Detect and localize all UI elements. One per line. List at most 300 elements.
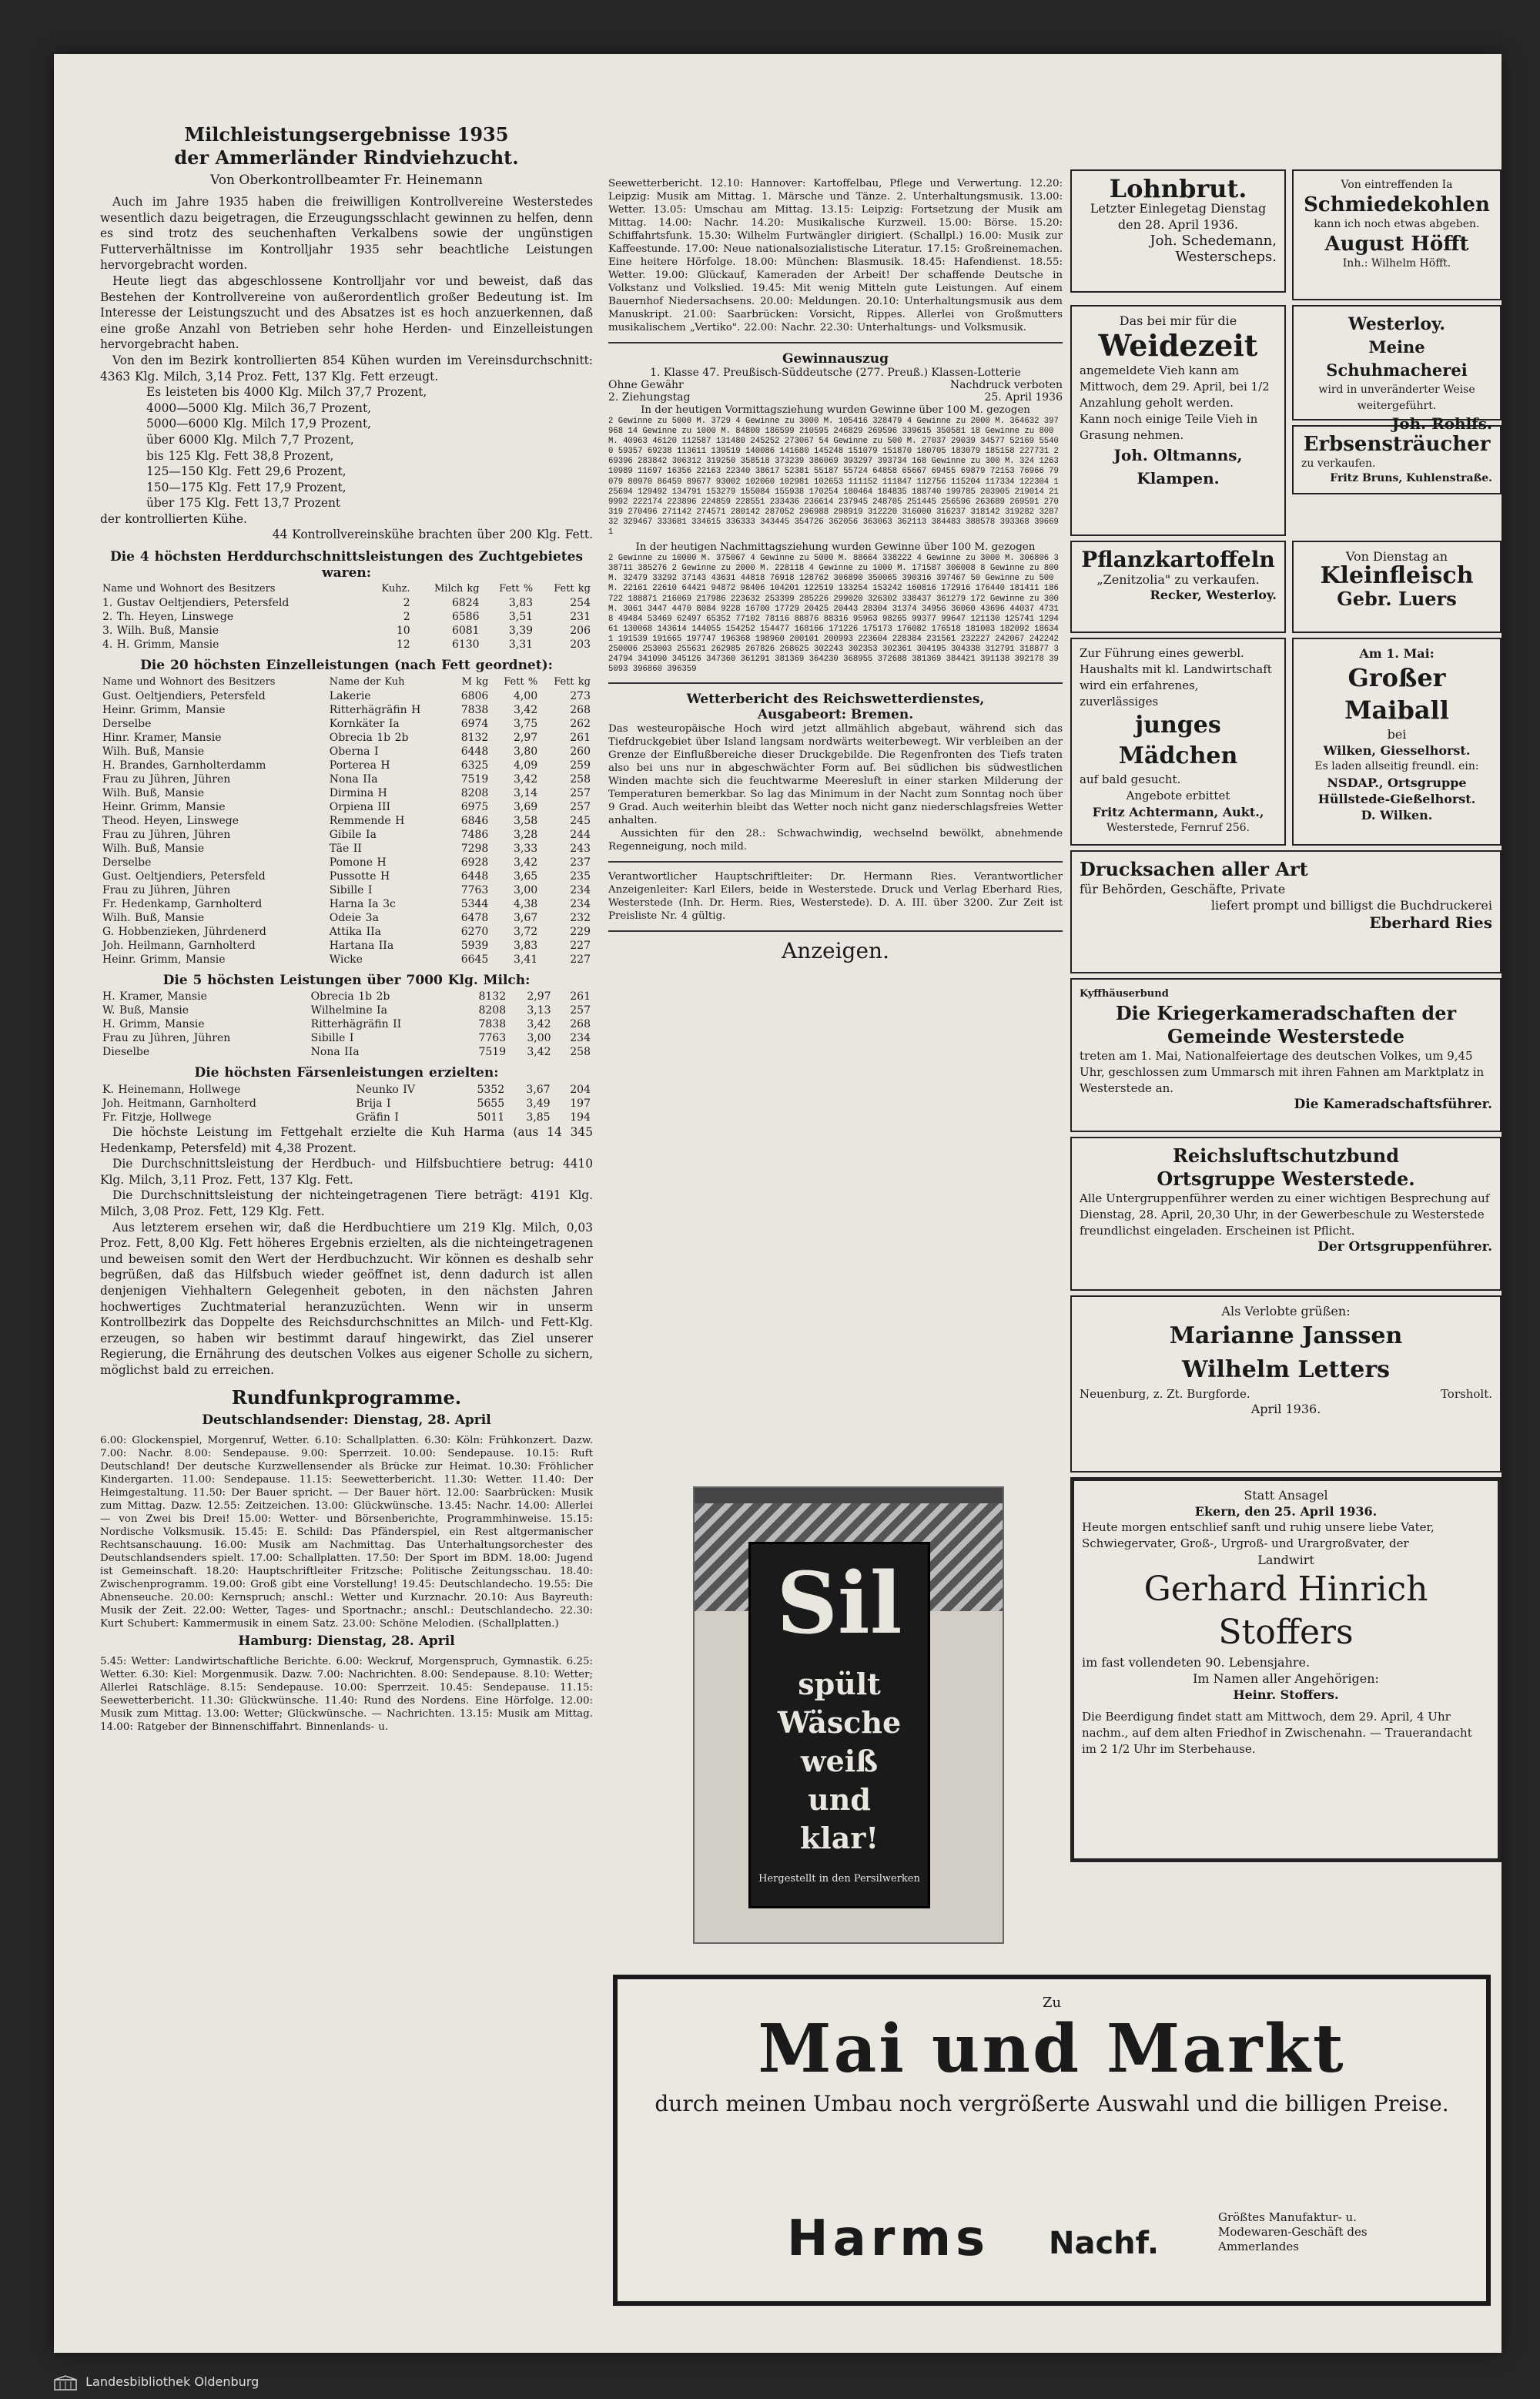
cell: Frau zu Jühren, Jühren bbox=[102, 1032, 231, 1045]
cell: 234 bbox=[570, 1032, 591, 1045]
mai-host: Wilken, Giesselhorst. bbox=[1323, 743, 1471, 758]
cell: 3,00 bbox=[514, 883, 538, 896]
milch-p2: Heute liegt das abgeschlossene Kontrolljahr vor und beweist, daß das Bestehen der Kontrollvereine von außerordentlich großer Bedeutung ist. Im Interesse der Leistungszucht und des Absatzes ist es hoch anzuerkennen, daß eine große Anzahl von Betrieben sehr hohe Herden- und Einzelleistungen hervorgebracht haben. bbox=[100, 273, 593, 352]
table-row bbox=[100, 1031, 593, 1045]
cell: 3,67 bbox=[514, 911, 538, 924]
table-row bbox=[100, 1111, 593, 1124]
tod-beruf: Landwirt bbox=[1257, 1553, 1314, 1567]
cell: 206 bbox=[570, 625, 591, 638]
cell: 194 bbox=[570, 1111, 591, 1124]
leist-line: 5000—6000 Klg. Milch 17,9 Prozent, bbox=[146, 417, 372, 431]
westerloy-title: Westerloy. bbox=[1348, 314, 1445, 334]
mad-sign: Fritz Achtermann, Aukt., bbox=[1092, 805, 1264, 819]
ad-row-4 bbox=[1070, 638, 1502, 850]
cell: 6824 bbox=[451, 597, 480, 610]
cell: Neunko IV bbox=[356, 1084, 415, 1097]
ad-pflanzkartoffeln bbox=[1070, 541, 1286, 633]
gewinn-sub: 1. Klasse 47. Preußisch-Süddeutsche (277. Preuß.) Klassen-Lotterie bbox=[650, 367, 1021, 379]
erbsen-text: zu verkaufen. bbox=[1301, 457, 1376, 470]
th: M kg bbox=[461, 675, 489, 688]
table-row bbox=[100, 1083, 593, 1097]
anzeigen-head: Anzeigen. bbox=[782, 938, 889, 964]
table-row bbox=[100, 596, 593, 610]
table-row bbox=[100, 1003, 593, 1017]
cell: 261 bbox=[570, 731, 591, 744]
rlb-text: Alle Untergruppenführer werden zu einer wichtigen Besprechung auf Dienstag, 28. April, 20,30 Uhr, in der Gewerbeschule zu Westerstede freundlichst eingeladen. Erscheinen ist Pflicht. bbox=[1080, 1191, 1490, 1238]
milch-p7: Aus letzterem ersehen wir, daß die Herdbuchtiere um 219 Klg. Milch, 0,03 Proz. Fett, 8,00 Klg. Fett höheres Ergebnis erzielten, als die nichteingetragenen und beweisen somit den Wert der Herdbuchzucht. Wir können es deshalb sehr begrüßen, daß das Hilfsbuch wieder geöffnet ist, denn dadurch ist allen denjenigen Viehhaltern Gelegenheit geboten, in den nächsten Jahren hochwertiges Zuchtmaterial heranzuzüchten. Wenn wir in unserm Kontrollbezirk das Doppelte des Reichsdurchschnittes an Milch- und Fett-Klg. erzeugen, so haben wir bestimmt darauf hingewirkt, das Ziel unserer Regierung, die Ernährung des deutschen Volkes aus eigener Scholle zu sichern, möglichst bald zu erreichen. bbox=[100, 1220, 593, 1377]
cell: 3,13 bbox=[527, 1004, 551, 1017]
cell: 2. Th. Heyen, Linswege bbox=[102, 611, 234, 624]
top20-table bbox=[100, 675, 593, 967]
cell: 3,69 bbox=[514, 800, 538, 813]
krieg-badge: Kyffhäuserbund bbox=[1080, 988, 1169, 1000]
mai-sign: NSDAP., Ortsgruppe Hüllstede-Gießelhorst. bbox=[1317, 776, 1476, 806]
cell: 257 bbox=[570, 786, 591, 799]
th: Fett kg bbox=[554, 675, 591, 688]
pflanz-sign: Recker, Westerloy. bbox=[1150, 588, 1277, 602]
milch-p3: Von den im Bezirk kontrollierten 854 Kühen wurden im Vereinsdurchschnitt: 4363 Klg. Milch, 3,14 Proz. Fett, 137 Klg. Fett erzeugt. bbox=[100, 353, 593, 384]
cell: Gust. Oeltjendiers, Petersfeld bbox=[102, 869, 266, 883]
top5-table bbox=[100, 990, 593, 1059]
library-footer bbox=[54, 2371, 285, 2394]
cell: 7519 bbox=[478, 1046, 507, 1059]
rlb-sign: Der Ortsgruppenführer. bbox=[1317, 1239, 1492, 1255]
cell: 6806 bbox=[460, 689, 489, 702]
leist-line: über 6000 Klg. Milch 7,7 Prozent, bbox=[146, 432, 354, 447]
mad-text3: Angebote erbittet bbox=[1126, 789, 1230, 802]
cell: Wilh. Buß, Mansie bbox=[102, 786, 205, 799]
cell: 6130 bbox=[451, 638, 480, 652]
cell: 2 bbox=[403, 597, 410, 610]
ad-kriegerkameradschaft bbox=[1070, 978, 1502, 1132]
sil-band bbox=[695, 1488, 1003, 1503]
gewinn-nach-head: In der heutigen Nachmittagsziehung wurden Gewinne über 100 M. gezogen bbox=[635, 541, 1036, 554]
cell: 254 bbox=[570, 597, 591, 610]
table-row bbox=[100, 800, 593, 814]
ad-row-1 bbox=[1070, 169, 1502, 305]
ad-westerloy-schuh bbox=[1292, 305, 1502, 433]
cell: 3,42 bbox=[527, 1018, 551, 1031]
cell: 227 bbox=[570, 953, 591, 966]
gewinn-meta-row bbox=[608, 379, 1063, 391]
leist-line: 125—150 Klg. Fett 29,6 Prozent, bbox=[146, 464, 346, 479]
cell: Pomone H bbox=[329, 856, 387, 869]
milch-leist-list bbox=[100, 384, 593, 511]
leist-line: 44 Kontrollvereinskühe brachten über 200 Klg. Fett. bbox=[272, 528, 593, 542]
gewinn-vorm-list: 2 Gewinne zu 5000 M. 3729 4 Gewinne zu 3000 M. 105416 328479 4 Gewinne zu 2000 M. 364632 397968 14 Gewinne zu 1000 M. 84800 186599 210595 246829 269596 339615 350581 18 Gewinne zu 800 M. 40963 46120 112587 131480 245252 273067 54 Gewinne zu 500 M. 27037 29039 34577 52169 55400 59357 69238 113611 139519 140086 141680 145248 151079 151870 180705 183079 185158 227731 269396 283842 306312 319250 358518 373239 386069 393297 393734 168 Gewinne zu 300 M. 324 1263 10989 11697 16356 22163 22340 38617 52381 55187 55724 64858 65667 69455 69879 72153 76966 79079 80970 86459 89677 93002 102060 102981 102653 111152 111847 112756 115204 117334 122304 125694 129492 134791 153279 155084 155938 170254 180464 184835 188740 199785 203905 219014 219992 222174 223896 224859 228551 233436 236614 237945 248705 251445 256596 263689 269591 270319 270496 271142 274571 280142 287052 296988 298919 312220 316000 316237 318142 319282 328732 329467 333681 334615 336333 343445 354726 362056 363063 362113 384483 388578 393368 396691 bbox=[608, 417, 1059, 538]
cell: 227 bbox=[570, 939, 591, 952]
sil-slogan-line: weiß bbox=[800, 1744, 879, 1778]
cell: Dirmina H bbox=[329, 786, 387, 799]
cell: 203 bbox=[570, 638, 591, 652]
cell: 6846 bbox=[460, 814, 489, 827]
verl-pre: Als Verlobte grüßen: bbox=[1221, 1304, 1351, 1318]
schuh-text: wird in unveränderter Weise weitergeführt. bbox=[1318, 384, 1475, 412]
cell: 7486 bbox=[460, 828, 489, 841]
th: Name und Wohnort des Besitzers bbox=[102, 675, 276, 688]
cell: 6325 bbox=[460, 759, 489, 772]
cell: 5939 bbox=[460, 939, 489, 952]
rundfunk-headline: Rundfunkprogramme. bbox=[231, 1385, 462, 1409]
left-column bbox=[100, 123, 593, 1734]
mai-text: Es laden allseitig freundl. ein: bbox=[1314, 760, 1479, 772]
krieg-sign: Die Kameradschaftsführer. bbox=[1294, 1097, 1492, 1112]
table-header bbox=[100, 675, 593, 689]
ad-maiball bbox=[1292, 638, 1502, 846]
wetter-text: Das westeuropäische Hoch wird jetzt allmählich abgebaut, während sich das Tiefdruckgebiet über Island langsam nordwärts weiterbewegt. Wir verbleiben an der Grenze der Einflußbereiche dieser Druckgebilde. Die Regenfronten des Tiefs traten also bei uns nur in abgeschwächter Form auf. Bei südlichen bis südwestlichen Winden machte sich die feuchtwarme Meeresluft in einer starken Milderung der Temperaturen bemerkbar. So lag das Minimum in der Nacht zum Sonntag noch über 9 Grad. Auch weiterhin bleibt das Wetter noch nicht ganz niederschlagsfreies Wetter anhalten. bbox=[608, 723, 1063, 827]
rundfunk-continued: Seewetterbericht. 12.10: Hannover: Kartoffelbau, Pflege und Verwertung. 12.20: Leipzig: Musik am Mittag. 1. Märsche und Tänze. 2. Unterhaltungsmusik. 13.00: Wetter. 13.05: Umschau am Mittag. 13.15: Leipzig: Fortsetzung der Musik am Mittag. 14.00: Nachr. 14.20: Musikalische Kurzweil. 15.00: Börse. 15.20: Schiffahrtsfunk. 15.30: Wilhelm Furtwängler dirigiert. (Schallpl.) 16.00: Musik zur Kaffeestunde. 17.00: Neue nationalsozialistische Literatur. 17.15: Großreinemachen. Eine heitere Hörfolge. 18.00: München: Blasmusik. 18.45: Hafendienst. 18.55: Wetter. 19.00: Glückauf, Kameraden der Arbeit! Der schaffende Deutsche in Volkstanz und Volkslied. 19.45: Mit wenig Mitteln gute Leistungen. Auf einem Bauernhof Niedersachsens. 20.00: Meldungen. 20.10: Unterhaltungsmusik aus dem Manuskript. 21.00: Saarbrücken: Vorsicht, Rippes. Allerlei von Großmutters musikalischem „Vertiko". 22.00: Nachr. 22.30: Unterhaltungs- und Volksmusik. bbox=[608, 178, 1063, 333]
tod-fam: Im Namen aller Angehörigen: bbox=[1193, 1671, 1379, 1686]
cell: 3,83 bbox=[508, 597, 534, 610]
verl-name2: Wilhelm Letters bbox=[1181, 1356, 1391, 1383]
divider bbox=[608, 930, 1063, 932]
cell: 6645 bbox=[460, 953, 489, 966]
cell: 229 bbox=[570, 925, 591, 938]
table-row bbox=[100, 856, 593, 869]
cell: Porterea H bbox=[329, 759, 390, 772]
table-row bbox=[100, 731, 593, 745]
hoefft-inh: Inh.: Wilhelm Höfft. bbox=[1342, 257, 1451, 270]
cell: Frau zu Jühren, Jühren bbox=[102, 828, 231, 841]
verl-name1: Marianne Janssen bbox=[1169, 1322, 1403, 1349]
cell: Harna Ia 3c bbox=[329, 897, 396, 910]
cell: 7763 bbox=[478, 1032, 507, 1045]
middle-column bbox=[608, 177, 1063, 963]
mai-pre: Am 1. Mai: bbox=[1359, 646, 1435, 661]
cell: 6270 bbox=[460, 925, 489, 938]
cell: 10 bbox=[396, 625, 410, 638]
cell: 8132 bbox=[478, 990, 507, 1003]
ad-verlobung bbox=[1070, 1295, 1502, 1473]
ad-row-3 bbox=[1070, 541, 1502, 638]
cell: 6448 bbox=[460, 745, 489, 758]
cell: H. Brandes, Garnholterdamm bbox=[102, 759, 266, 772]
table-row bbox=[100, 869, 593, 883]
leist-line: 4000—5000 Klg. Milch 36,7 Prozent, bbox=[146, 400, 372, 415]
lohnbrut-text: Letzter Einlegetag Dienstag den 28. April 1936. bbox=[1090, 201, 1267, 232]
gewinn-meta-left: Ohne Gewähr bbox=[608, 379, 684, 391]
cell: 7763 bbox=[460, 883, 489, 896]
cell: 244 bbox=[570, 828, 591, 841]
milch-p5: Die Durchschnittsleistung der Herdbuch- und Hilfsbuchtiere betrug: 4410 Klg. Milch, 3,11 Proz. Fett, 137 Klg. Fett. bbox=[100, 1157, 593, 1187]
mm-title: Mai und Markt bbox=[758, 2010, 1346, 2088]
lohnbrut-sign: Joh. Schedemann, bbox=[1150, 233, 1277, 249]
milch-p4: Die höchste Leistung im Fettgehalt erzielte die Kuh Harma (aus 14 345 Hedenkamp, Petersfeld) mit 4,38 Prozent. bbox=[100, 1125, 593, 1155]
cell: Sibille I bbox=[310, 1032, 354, 1045]
cell: 6478 bbox=[460, 911, 489, 924]
cell: 245 bbox=[570, 814, 591, 827]
mad-sign2: Westerstede, Fernruf 256. bbox=[1106, 822, 1250, 834]
cell: Heinr. Grimm, Mansie bbox=[102, 953, 226, 966]
cell: 235 bbox=[570, 869, 591, 883]
cell: 4,00 bbox=[514, 689, 538, 702]
cell: 3,33 bbox=[514, 842, 538, 855]
divider bbox=[608, 342, 1063, 343]
cell: 234 bbox=[570, 897, 591, 910]
cell: Remmende H bbox=[329, 814, 405, 827]
ad-erbsen bbox=[1292, 425, 1502, 494]
th: Name der Kuh bbox=[329, 675, 405, 688]
rundfunk-hh-head: Hamburg: Dienstag, 28. April bbox=[238, 1633, 455, 1649]
cell: 3,51 bbox=[508, 611, 534, 624]
th: Name und Wohnort des Besitzers bbox=[102, 583, 276, 595]
cell: Obrecia 1b 2b bbox=[329, 731, 409, 744]
hoefft-name: August Höfft bbox=[1324, 233, 1469, 256]
leist-line: bis 125 Klg. Fett 38,8 Prozent, bbox=[146, 448, 334, 463]
gewinn-date-left: 2. Ziehungstag bbox=[608, 391, 691, 404]
cell: Orpiena III bbox=[329, 800, 391, 813]
cell: 1. Gustav Oeltjendiers, Petersfeld bbox=[102, 597, 290, 610]
table-row bbox=[100, 953, 593, 967]
krieg-text: treten am 1. Mai, Nationalfeiertage des deutschen Volkes, um 9,45 Uhr, geschlossen zum Ummarsch mit ihren Fahnen am Marktplatz in Westerstede an. bbox=[1080, 1049, 1485, 1095]
leist-line: der kontrollierten Kühe. bbox=[100, 511, 247, 526]
table-row bbox=[100, 939, 593, 953]
right-column bbox=[1070, 169, 1502, 1867]
wetter-head: Wetterbericht des Reichswetterdienstes, bbox=[686, 692, 985, 708]
druck-text: für Behörden, Geschäfte, Private bbox=[1080, 882, 1286, 896]
schmied-text: kann ich noch etwas abgeben. bbox=[1314, 218, 1480, 230]
top5-title: Die 5 höchsten Leistungen über 7000 Klg. Milch: bbox=[162, 972, 531, 988]
cell: Gibile Ia bbox=[329, 828, 377, 841]
ad-schmiedekohlen bbox=[1292, 169, 1502, 300]
rundfunk-ds: 6.00: Glockenspiel, Morgenruf, Wetter. 6.10: Schallplatten. 6.30: Köln: Frühkonzert. Dazw. 7.00: Nachr. 8.00: Sendepause. 9.00: Sperrzeit. 10.00: Sendepause. 10.15: Ruft Deutschland! Der deutsche Kurzwellensender als Brücke zur Heimat. 10.30: Fröhlicher Kindergarten. 11.00: Sendepause. 11.15: Seewetterbericht. 11.30: Wetter. 11.40: Der Heimgestaltung. 11.50: Der Bauer spricht. — Der Bauer hört. 12.00: Saarbrücken: Musik zum Mittag. Dazw. 12.55: Zeitzeichen. 13.00: Glückwünsche. 13.45: Nachr. 14.00: Allerlei — von Zwei bis Drei! 15.00: Wetter- und Börsenberichte, Programmhinweise. 15.15: Nordische Volksmusik. 15.45: E. Schild: Das Pfänderspiel, ein Rest altgermanischer Rechtsanschauung. 16.00: Musik am Nachmittag. Das Unterhaltungsorchester des Deutschlandsenders spielt. 17.00: Schallplatten. 17.50: Der Sport im BDM. 18.00: Jugend ist Gemeinschaft. 18.20: Hauptschriftleiter Fritzsche: Politische Zeitungsschau. 18.40: Zwischenprogramm. 19.00: Groß gibt eine Vorstellung! 19.45: Deutschlandecho. 19.55: Die Abnenseuche. 20.00: Kernspruch; anschl.: Wetter und Kurznachr. 20.10: Aus Bayreuth: Musik der Zeit. 22.00: Wetter, Tages- und Sportnachr.; anschl.: Deutschlandecho. 22.30: Kurt Schubert: Kammermusik in einem Satz. 23.00: Schöne Melodien. (Schallplatten.) bbox=[100, 1434, 593, 1630]
ad-col-right bbox=[1292, 305, 1502, 541]
milch-headline: Milchleistungsergebnisse 1935 bbox=[184, 123, 509, 146]
cell: 232 bbox=[570, 911, 591, 924]
cell: 4,09 bbox=[514, 759, 538, 772]
cell: 3,83 bbox=[514, 939, 538, 952]
krieg-title: Die Kriegerkameradschaften der Gemeinde Westerstede bbox=[1115, 1002, 1457, 1047]
farsen-title: Die höchsten Färsenleistungen erzielten: bbox=[194, 1065, 499, 1081]
cell: 3,31 bbox=[508, 638, 534, 652]
cell: 243 bbox=[570, 842, 591, 855]
table-row bbox=[100, 1017, 593, 1031]
table-row bbox=[100, 1045, 593, 1059]
cell: Derselbe bbox=[102, 717, 152, 730]
druck-sign: Eberhard Ries bbox=[1369, 913, 1492, 932]
table-row bbox=[100, 925, 593, 939]
sil-slogan-line: Wäsche bbox=[777, 1705, 902, 1740]
cell: Heinr. Grimm, Mansie bbox=[102, 703, 226, 716]
cell: 237 bbox=[570, 856, 591, 869]
sil-logo: Sil bbox=[776, 1553, 902, 1653]
th: Fett % bbox=[504, 675, 538, 688]
cell: Odeie 3a bbox=[329, 911, 379, 924]
divider bbox=[608, 861, 1063, 863]
table-row bbox=[100, 772, 593, 786]
cell: Nona IIa bbox=[310, 1046, 360, 1059]
gewinn-head: Gewinnauszug bbox=[782, 351, 889, 367]
cell: Theod. Heyen, Linswege bbox=[102, 814, 239, 827]
table-row bbox=[100, 717, 593, 731]
cell: K. Heinemann, Hollwege bbox=[102, 1084, 241, 1097]
verl-place-row bbox=[1080, 1387, 1492, 1401]
table-row bbox=[100, 638, 593, 652]
cell: 204 bbox=[570, 1084, 591, 1097]
rundfunk-hh: 5.45: Wetter: Landwirtschaftliche Berichte. 6.00: Weckruf, Morgenspruch, Gymnastik. 6.25: Wetter. 6.30: Kiel: Morgenmusik. Dazw. 7.00: Nachrichten. 8.00: Sendepause. 8.10: Wetter; Allerlei Ratschläge. 8.15: Sendepause. 10.00: Sperrzeit. 10.45: Sendepause. 11.15: Seewetterbericht. 11.30: Glückwünsche. 11.40: Rund des Nordens. Eine Hörfolge. 12.00: Musik zum Mittag. 13.00: Wetter; Glückwünsche. — Nachrichten. 13.15: Musik am Mittag. 14.00: Ratgeber der Binnenschiffahrt. Binnenlands- u. bbox=[100, 1655, 593, 1733]
cell: H. Grimm, Mansie bbox=[102, 1018, 205, 1031]
cell: 6974 bbox=[460, 717, 489, 730]
mm-note: Größtes Manufaktur- u. Modewaren-Geschäft des Ammerlandes bbox=[1218, 2210, 1368, 2253]
pflanz-text: „Zenitzolia" zu verkaufen. bbox=[1096, 572, 1260, 587]
cell: Nona IIa bbox=[329, 772, 378, 786]
cell: Heinr. Grimm, Mansie bbox=[102, 800, 226, 813]
table-row bbox=[100, 897, 593, 911]
tod-burial: Die Beerdigung findet statt am Mittwoch, dem 29. April, 4 Uhr nachm., auf dem alten Friedhof in Zwischenahn. — Trauerandacht im 2 1/2 Uhr im Sterbehause. bbox=[1082, 1710, 1472, 1756]
cell: 6975 bbox=[460, 800, 489, 813]
cell: Sibille I bbox=[329, 883, 373, 896]
leist-line: über 175 Klg. Fett 13,7 Prozent bbox=[146, 496, 341, 511]
cell: 234 bbox=[570, 883, 591, 896]
weide-sign2: Klampen. bbox=[1137, 469, 1220, 488]
mad-title: junges Mädchen bbox=[1118, 712, 1238, 769]
cell: Oberna I bbox=[329, 745, 379, 758]
cell: 258 bbox=[570, 772, 591, 786]
cell: Ritterhägräfin II bbox=[310, 1018, 402, 1031]
cell: 257 bbox=[570, 1004, 591, 1017]
rlb-title2: Ortsgruppe Westerstede. bbox=[1157, 1168, 1415, 1190]
druck-title: Drucksachen aller Art bbox=[1080, 858, 1308, 880]
cell: 3. Wilh. Buß, Mansie bbox=[102, 625, 219, 638]
table-row bbox=[100, 911, 593, 925]
cell: 197 bbox=[570, 1097, 591, 1111]
sil-advertisement bbox=[693, 1486, 1004, 1944]
sil-slogan-line: und bbox=[808, 1782, 871, 1817]
cell: 3,41 bbox=[514, 953, 538, 966]
cell: 7519 bbox=[460, 772, 489, 786]
table-row bbox=[100, 1097, 593, 1111]
leist-line: Es leisteten bis 4000 Klg. Milch 37,7 Prozent, bbox=[146, 385, 427, 400]
cell: 3,80 bbox=[514, 745, 538, 758]
tod-age: im fast vollendeten 90. Lebensjahre. bbox=[1082, 1655, 1311, 1670]
cell: 7298 bbox=[460, 842, 489, 855]
table-row bbox=[100, 759, 593, 772]
library-name: Landesbibliothek Oldenburg bbox=[85, 2374, 259, 2389]
klein-pre: Von Dienstag an bbox=[1345, 549, 1448, 564]
table-row bbox=[100, 689, 593, 703]
cell: 3,39 bbox=[508, 625, 534, 638]
cell: H. Kramer, Mansie bbox=[102, 990, 207, 1003]
mai-sign2: D. Wilken. bbox=[1361, 808, 1433, 823]
impressum: Verantwortlicher Hauptschriftleiter: Dr. Hermann Ries. Verantwortlicher Anzeigenleiter: Karl Eilers, beide in Westerstede. Druck und Verlag Eberhard Ries, Westerstede (Inh. Dr. Herm. Ries, Westerstede). D. A. III. über 3200. Zur Zeit ist Preisliste Nr. 4 gültig. bbox=[608, 871, 1063, 923]
wetter-sub: Ausgabeort: Bremen. bbox=[757, 707, 914, 723]
cell: Joh. Heilmann, Garnholterd bbox=[102, 939, 256, 952]
table-row bbox=[100, 610, 593, 624]
lohnbrut-title: Lohnbrut. bbox=[1109, 174, 1247, 203]
table-row bbox=[100, 786, 593, 800]
weide-text: angemeldete Vieh kann am Mittwoch, dem 29. April, bei 1/2 Anzahlung geholt werden. bbox=[1080, 364, 1270, 410]
tod-name2: Stoffers bbox=[1218, 1613, 1354, 1652]
verl-place-right: Torsholt. bbox=[1440, 1387, 1492, 1401]
cell: 268 bbox=[570, 1018, 591, 1031]
cell: Wilhelmine Ia bbox=[310, 1004, 387, 1017]
erbsen-title: Erbsensträucher bbox=[1303, 433, 1491, 456]
schuh-title: Meine Schuhmacherei bbox=[1326, 337, 1468, 380]
cell: 262 bbox=[570, 717, 591, 730]
cell: Wicke bbox=[329, 953, 363, 966]
cell: G. Hobbenzieken, Jührdenerd bbox=[102, 925, 266, 938]
cell: 6081 bbox=[451, 625, 480, 638]
cell: 3,14 bbox=[514, 786, 538, 799]
cell: 257 bbox=[570, 800, 591, 813]
cell: Lakerie bbox=[329, 689, 371, 702]
cell: 8208 bbox=[478, 1004, 507, 1017]
divider bbox=[608, 682, 1063, 684]
cell: Täe II bbox=[329, 842, 362, 855]
verl-date: April 1936. bbox=[1250, 1402, 1321, 1416]
top20-title: Die 20 höchsten Einzelleistungen (nach Fett geordnet): bbox=[140, 658, 553, 674]
cell: 6928 bbox=[460, 856, 489, 869]
cell: 4. H. Grimm, Mansie bbox=[102, 638, 219, 652]
lohnbrut-sign2: Westerscheps. bbox=[1175, 249, 1277, 265]
tod-text: Heute morgen entschlief sanft und ruhig unsere liebe Vater, Schwiegervater, Groß-, Urgroß- und Urargroßvater, der bbox=[1082, 1520, 1435, 1550]
cell: 3,28 bbox=[514, 828, 538, 841]
cell: 259 bbox=[570, 759, 591, 772]
mm-zu: Zu bbox=[1042, 1995, 1062, 2011]
mai-bei: bei bbox=[1387, 727, 1407, 742]
cell: 5352 bbox=[477, 1084, 505, 1097]
gewinn-nach-list: 2 Gewinne zu 10000 M. 375067 4 Gewinne zu 5000 M. 88664 338222 4 Gewinne zu 3000 M. 306806 338711 385276 2 Gewinne zu 2000 M. 228118 4 Gewinne zu 1000 M. 171587 306008 8 Gewinne zu 800 M. 32479 33292 37143 43631 44818 76918 128762 306890 350065 390316 397467 50 Gewinne zu 500 M. 22161 22610 64421 94872 98406 104201 122519 133254 153242 160816 172916 176440 181411 186722 188871 216069 217986 223632 253399 285226 299020 326302 338437 361279 172 Gewinne zu 300 M. 3061 3447 4470 8084 9228 16700 17729 20425 20443 28304 31374 34956 36060 43696 44037 47318 49484 53469 62497 65352 77102 78116 88876 88316 95963 98265 99377 99647 121130 125741 129461 130068 143614 144055 154252 154477 168166 171226 175173 176082 176518 181003 182092 186341 191539 191665 197747 196368 198960 200101 200993 223604 228384 231561 232227 242067 242242 250006 253003 255631 262985 267826 268625 302243 302353 302361 304195 304338 312791 318877 324794 341090 345126 347360 361291 381369 364230 368955 372688 381369 384421 391138 392178 395093 396860 396359 bbox=[608, 554, 1059, 675]
druck-text2: liefert prompt und billigst die Buchdruckerei bbox=[1210, 898, 1492, 913]
table-row bbox=[100, 883, 593, 897]
cell: 3,72 bbox=[514, 925, 538, 938]
cell: Fr. Fitzje, Hollwege bbox=[102, 1111, 212, 1124]
cell: 7838 bbox=[478, 1018, 507, 1031]
rundfunk-ds-head: Deutschlandsender: Dienstag, 28. April bbox=[202, 1412, 491, 1428]
ad-drucksachen bbox=[1070, 850, 1502, 973]
cell: Fr. Hedenkamp, Garnholterd bbox=[102, 897, 263, 910]
cell: 273 bbox=[570, 689, 591, 702]
table-row bbox=[100, 828, 593, 842]
ad-reichsluftschutz bbox=[1070, 1137, 1502, 1291]
cell: Attika IIa bbox=[329, 925, 381, 938]
verl-place-left: Neuenburg, z. Zt. Burgforde. bbox=[1080, 1387, 1250, 1401]
cell: Gräfin I bbox=[356, 1111, 399, 1124]
weide-pre: Das bei mir für die bbox=[1119, 313, 1237, 328]
schmied-title: Schmiedekohlen bbox=[1304, 193, 1490, 216]
cell: Hartana IIa bbox=[329, 939, 394, 952]
cell: 3,58 bbox=[514, 814, 538, 827]
cell: 260 bbox=[570, 745, 591, 758]
milch-intro: Auch im Jahre 1935 haben die freiwilligen Kontrollvereine Westerstedes wesentlich dazu beigetragen, die Erzeugungsschlacht gewinnen zu helfen, denn es sind trotz des seuchenhaften Verkalbens sowie der ungünstigen Futterverhältnisse im Kontrolljahr 1935 sehr beachtliche Leistungen hervorgebracht worden. bbox=[100, 195, 593, 273]
milch-p6: Die Durchschnittsleistung der nichteingetragenen Tiere beträgt: 4191 Klg. Milch, 3,08 Proz. Fett, 129 Klg. Fett. bbox=[100, 1188, 593, 1218]
mm-sub: durch meinen Umbau noch vergrößerte Auswahl und die billigen Preise. bbox=[654, 2091, 1449, 2116]
cell: 4,38 bbox=[514, 897, 538, 910]
cell: 3,49 bbox=[526, 1097, 551, 1111]
cell: Frau zu Jühren, Jühren bbox=[102, 883, 231, 896]
cell: 12 bbox=[396, 638, 410, 652]
cell: 231 bbox=[570, 611, 591, 624]
ad-row-2 bbox=[1070, 305, 1502, 541]
mai-title: Großer Maiball bbox=[1344, 663, 1449, 725]
cell: 3,42 bbox=[514, 772, 538, 786]
th: Milch kg bbox=[434, 583, 480, 595]
th: Kuhz. bbox=[381, 583, 410, 595]
cell: 3,67 bbox=[526, 1084, 551, 1097]
pflanz-title: Pflanzkartoffeln bbox=[1081, 547, 1275, 572]
cell: 5655 bbox=[477, 1097, 505, 1111]
cell: Joh. Heitmann, Garnholterd bbox=[102, 1097, 256, 1111]
cell: Ritterhägräfin H bbox=[329, 703, 421, 716]
gewinn-vorm-head: In der heutigen Vormittagsziehung wurden Gewinne über 100 M. gezogen bbox=[641, 404, 1030, 416]
rlb-title: Reichsluftschutzbund bbox=[1172, 1144, 1400, 1167]
mad-text2: auf bald gesucht. bbox=[1080, 772, 1181, 786]
table-row bbox=[100, 703, 593, 717]
erbsen-sign: Fritz Bruns, Kuhlenstraße. bbox=[1330, 472, 1492, 484]
cell: 2,97 bbox=[514, 731, 538, 744]
cell: W. Buß, Mansie bbox=[102, 1004, 189, 1017]
cell: Dieselbe bbox=[102, 1046, 150, 1059]
